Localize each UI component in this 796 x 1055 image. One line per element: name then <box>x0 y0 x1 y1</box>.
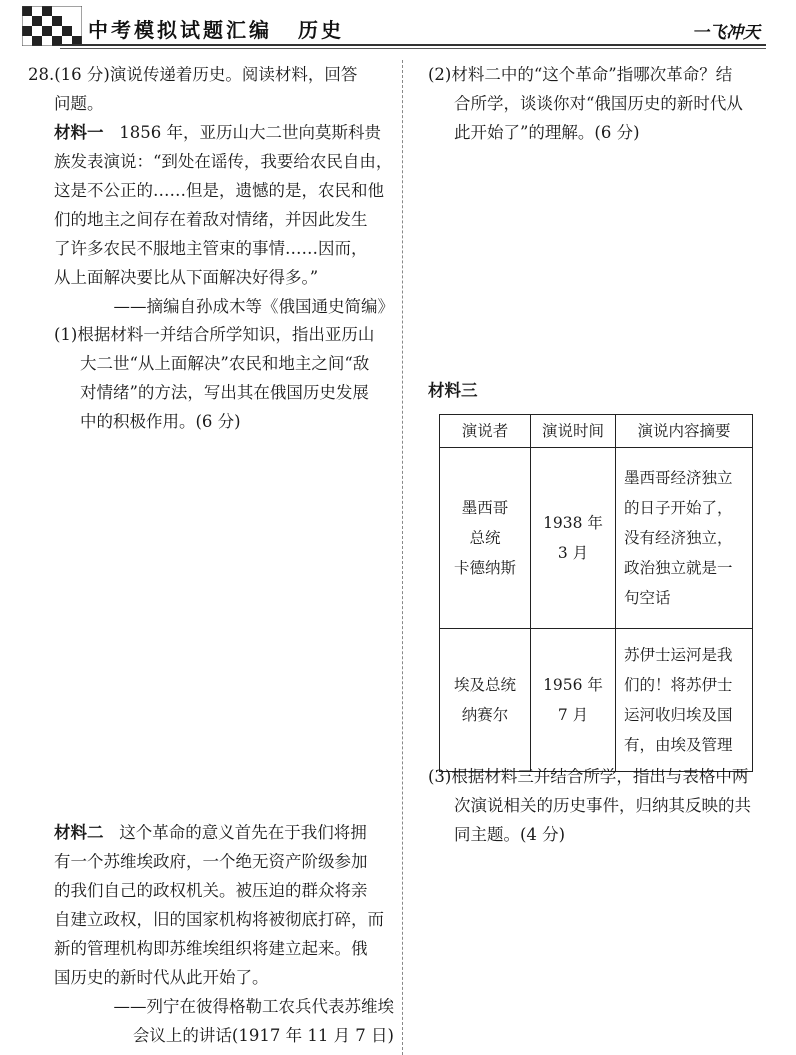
cell-line: 政治独立就是一 <box>624 559 733 577</box>
material-three-label: 材料三 <box>428 381 478 400</box>
material-line: 族发表演说：“到处在谣传，我要给农民自由， <box>54 152 393 171</box>
table-cell-content <box>616 629 753 772</box>
table-cell-speaker <box>440 448 531 629</box>
table-cell-content <box>616 448 753 629</box>
question-line: 同主题。(4 分) <box>454 825 566 844</box>
material-source: ——列宁在彼得格勒工农兵代表苏维埃 <box>113 997 394 1016</box>
table-row <box>440 629 753 772</box>
header-divider-thin <box>60 48 766 49</box>
sub-question-2 <box>428 60 768 147</box>
material-line: 们的地主之间存在着敌对情绪，并因此发生 <box>54 210 368 229</box>
material-source: ——摘编自孙成木等《俄国通史简编》 <box>113 297 394 316</box>
table-header-row <box>440 415 753 448</box>
material-line: 有一个苏维埃政府，一个绝无资产阶级参加 <box>54 852 368 871</box>
column-divider <box>402 60 403 1055</box>
material-source: 会议上的讲话(1917 年 11 月 7 日) <box>132 1026 394 1045</box>
material-two <box>54 818 394 1050</box>
material-one <box>54 118 394 321</box>
cell-line: 总统 <box>469 529 501 547</box>
cell-line: 句空话 <box>624 589 671 607</box>
material-line: 的我们自己的政权机关。被压迫的群众将亲 <box>54 881 368 900</box>
table-cell-speaker <box>440 629 531 772</box>
question-intro <box>28 60 392 118</box>
question-line: (1)根据材料一并结合所学知识，指出亚历山 <box>54 325 375 344</box>
header-title <box>88 14 344 43</box>
intro-line: 28.(16 分)演说传递着历史。阅读材料，回答 <box>28 65 358 84</box>
page-header <box>0 0 796 58</box>
table-header-speaker: 演说者 <box>440 415 531 448</box>
cell-line: 卡德纳斯 <box>453 559 516 577</box>
subject-title: 历史 <box>298 18 344 42</box>
brand-logo: 一飞冲天 <box>692 23 760 43</box>
cell-line: 1938 年 <box>543 514 603 532</box>
cell-line: 苏伊士运河是我 <box>624 646 733 664</box>
question-line: (2)材料二中的“这个革命”指哪次革命？结 <box>428 65 733 84</box>
material-label: 材料二 <box>54 823 104 842</box>
material-line: 新的管理机构即苏维埃组织将建立起来。俄 <box>54 939 368 958</box>
cell-line: 的日子开始了， <box>624 499 733 517</box>
cell-line: 3 月 <box>557 544 589 562</box>
header-divider <box>60 44 766 46</box>
question-line: 对情绪”的方法，写出其在俄国历史发展 <box>80 383 369 402</box>
question-line: 中的积极作用。(6 分) <box>80 412 241 431</box>
table-cell-time <box>531 629 616 772</box>
question-line: 此开始了”的理解。(6 分) <box>454 123 640 142</box>
cell-line: 运河收归埃及国 <box>624 706 733 724</box>
table-cell-time <box>531 448 616 629</box>
question-line: 合所学，谈谈你对“俄国历史的新时代从 <box>454 94 743 113</box>
cell-line: 埃及总统 <box>453 676 516 694</box>
intro-line: 问题。 <box>54 94 104 113</box>
cell-line: 墨西哥 <box>461 499 509 517</box>
material-line: 这是不公正的……但是，遗憾的是，农民和他 <box>54 181 384 200</box>
material-line: 了许多农民不服地主管束的事情……因而， <box>54 239 368 258</box>
series-title: 中考模拟试题汇编 <box>88 18 272 42</box>
material-line: 自建立政权，旧的国家机构将被彻底打碎，而 <box>54 910 384 929</box>
cell-line: 墨西哥经济独立 <box>624 469 733 487</box>
sub-question-3 <box>428 762 768 849</box>
question-line: (3)根据材料三并结合所学，指出与表格中两 <box>428 767 749 786</box>
table-row <box>440 448 753 629</box>
sub-question-1 <box>54 320 394 436</box>
cell-line: 有，由埃及管理 <box>624 736 733 754</box>
question-line: 次演说相关的历史事件，归纳其反映的共 <box>454 796 751 815</box>
cell-line: 没有经济独立， <box>624 529 733 547</box>
table-header-content: 演说内容摘要 <box>616 415 753 448</box>
cell-line: 1956 年 <box>543 676 603 694</box>
material-label: 材料一 <box>54 123 104 142</box>
material-line: 1856 年，亚历山大二世向莫斯科贵 <box>119 123 381 142</box>
cell-line: 们的！将苏伊士 <box>624 676 733 694</box>
table-header-time: 演说时间 <box>531 415 616 448</box>
speech-table <box>439 414 753 772</box>
material-line: 这个革命的意义首先在于我们将拥 <box>119 823 367 842</box>
question-line: 大二世“从上面解决”农民和地主之间“敌 <box>80 354 370 373</box>
material-line: 国历史的新时代从此开始了。 <box>54 968 269 987</box>
checker-pattern-icon <box>22 6 82 46</box>
cell-line: 纳赛尔 <box>461 706 509 724</box>
cell-line: 7 月 <box>557 706 589 724</box>
material-line: 从上面解决要比从下面解决好得多。” <box>54 268 319 287</box>
